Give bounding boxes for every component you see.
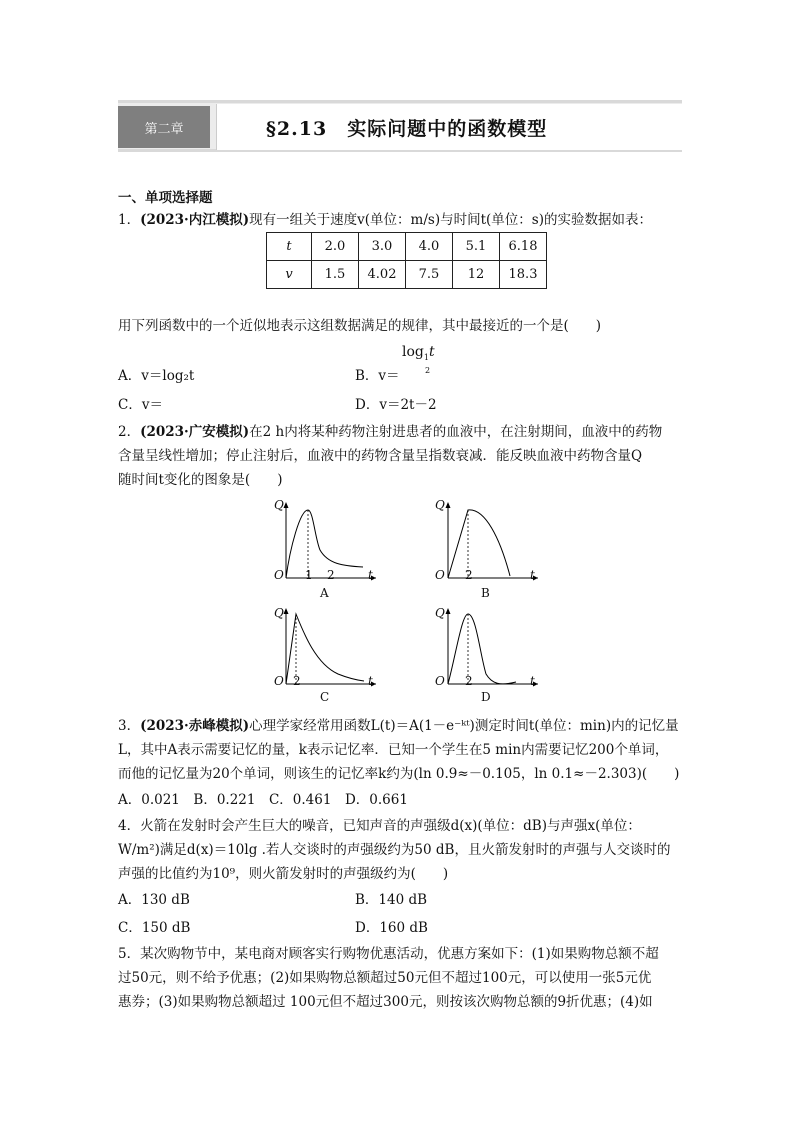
q1-option-c: C．v＝ xyxy=(118,397,163,413)
graph-a-y-label: Q xyxy=(274,498,284,512)
table-cell: 3.0 xyxy=(359,233,406,261)
q2-line-3: 随时间t变化的图象是( ) xyxy=(118,472,283,488)
table-cell: 18.3 xyxy=(500,261,547,289)
graph-c-origin: O xyxy=(274,674,284,688)
q2-line-2: 含量呈线性增加；停止注射后，血液中的药物含量呈指数衰减．能反映血液中药物含量Q xyxy=(118,448,643,464)
graph-a-tick: 1 xyxy=(305,568,313,582)
graph-b-caption: B xyxy=(481,586,490,600)
graph-d-origin: O xyxy=(435,674,445,688)
q1-data-table xyxy=(266,232,547,289)
graph-b-y-label: Q xyxy=(435,498,445,512)
table-cell: 1.5 xyxy=(312,261,359,289)
log-arg: t xyxy=(428,344,435,360)
q1-option-a: A．v＝log₂t xyxy=(118,368,195,384)
q1-question: 用下列函数中的一个近似地表示这组数据满足的规律，其中最接近的一个是( ) xyxy=(118,318,602,334)
q3-text: 心理学家经常用函数L(t)＝A(1－e⁻ᵏᵗ)测定时间t(单位：min)内的记忆量 xyxy=(249,718,679,734)
graph-b-origin: O xyxy=(435,568,445,582)
graph-b xyxy=(430,498,542,584)
section-heading: 一、单项选择题 xyxy=(118,190,213,206)
table-cell: 2.0 xyxy=(312,233,359,261)
table-cell: 6.18 xyxy=(500,233,547,261)
graph-a-origin: O xyxy=(274,568,284,582)
graph-b-tick: 2 xyxy=(465,568,473,582)
table-cell: t xyxy=(267,233,312,261)
q3-line-1 xyxy=(118,716,679,736)
page-title: §2.13 实际问题中的函数模型 xyxy=(266,118,548,140)
q3-number: 3． xyxy=(118,718,141,734)
q1-stem xyxy=(118,210,652,230)
table-cell: 4.0 xyxy=(406,233,453,261)
graph-c-x-label: t xyxy=(368,674,373,688)
table-cell: 7.5 xyxy=(406,261,453,289)
chapter-tag: 第二章 xyxy=(118,106,210,148)
graph-a-caption: A xyxy=(320,586,329,600)
graph-d-y-label: Q xyxy=(435,606,445,620)
graph-a-x-label: t xyxy=(368,568,373,582)
q4-option-a: A．130 dB xyxy=(118,892,190,908)
table-cell: v xyxy=(267,261,312,289)
q3-line-2: L，其中A表示需要记忆的量，k表示记忆率．已知一个学生在5 min内需要记忆200个单词， xyxy=(118,742,669,758)
q2-source: (2023·广安模拟) xyxy=(140,424,250,440)
q1-stem-text: 现有一组关于速度v(单位：m/s)与时间t(单位：s)的实验数据如表： xyxy=(249,212,652,228)
q4-option-c: C．150 dB xyxy=(118,920,191,936)
q1-floating-log xyxy=(402,344,435,360)
q1-option-b: B．v＝ xyxy=(355,368,400,384)
graph-c-tick: 2 xyxy=(293,674,301,688)
table-row xyxy=(267,233,547,261)
graph-c-caption: C xyxy=(320,690,330,704)
q5-line-2: 过50元，则不给予优惠；(2)如果购物总额超过50元但不超过100元，可以使用一张5元优 xyxy=(118,970,652,986)
graph-d-tick: 2 xyxy=(465,674,473,688)
q4-line-1: 4．火箭在发射时会产生巨大的噪音，已知声音的声强级d(x)(单位：dB)与声强x(单位： xyxy=(118,818,641,834)
graph-c-y-label: Q xyxy=(274,606,284,620)
q3-options: A．0.021 B．0.221 C．0.461 D．0.661 xyxy=(118,792,408,808)
log-text: log xyxy=(402,344,424,360)
q1-number: 1． xyxy=(118,212,141,228)
graph-d-x-label: t xyxy=(530,674,535,688)
graph-d-caption: D xyxy=(481,690,491,704)
log-base-denominator: 2 xyxy=(425,366,431,375)
q2-text: 在2 h内将某种药物注射进患者的血液中，在注射期间，血液中的药物 xyxy=(249,424,663,440)
log-base: 1 xyxy=(423,353,429,362)
q3-source: (2023·赤峰模拟) xyxy=(140,718,250,734)
graph-a xyxy=(268,498,380,584)
graph-c xyxy=(268,604,380,690)
graph-d xyxy=(430,604,542,690)
table-cell: 12 xyxy=(453,261,500,289)
table-row xyxy=(267,261,547,289)
table-cell: 4.02 xyxy=(359,261,406,289)
q2-line-1 xyxy=(118,422,662,442)
q5-line-3: 惠券；(3)如果购物总额超过 100元但不超过300元，则按该次购物总额的9折优惠；(4)如 xyxy=(118,994,653,1010)
q1-source: (2023·内江模拟) xyxy=(140,212,250,228)
q1-option-d: D．v＝2t－2 xyxy=(355,397,437,413)
graph-b-x-label: t xyxy=(530,568,535,582)
q2-number: 2． xyxy=(118,424,141,440)
graph-a-tick: 2 xyxy=(327,568,335,582)
q4-option-d: D．160 dB xyxy=(355,920,428,936)
q4-line-2: W/m²)满足d(x)＝10lg .若人交谈时的声强级约为50 dB，且火箭发射时的声强与人交谈时的 xyxy=(118,842,671,858)
q5-line-1: 5．某次购物节中，某电商对顾客实行购物优惠活动，优惠方案如下：(1)如果购物总额不超 xyxy=(118,946,659,962)
q4-option-b: B．140 dB xyxy=(355,892,428,908)
q4-line-3: 声强的比值约为10⁹，则火箭发射时的声强级约为( ) xyxy=(118,866,449,882)
q3-line-3: 而他的记忆量为20个单词，则该生的记忆率k约为(ln 0.9≈－0.105，ln 0.1≈－2.303)( ) xyxy=(118,766,680,782)
table-cell: 5.1 xyxy=(453,233,500,261)
